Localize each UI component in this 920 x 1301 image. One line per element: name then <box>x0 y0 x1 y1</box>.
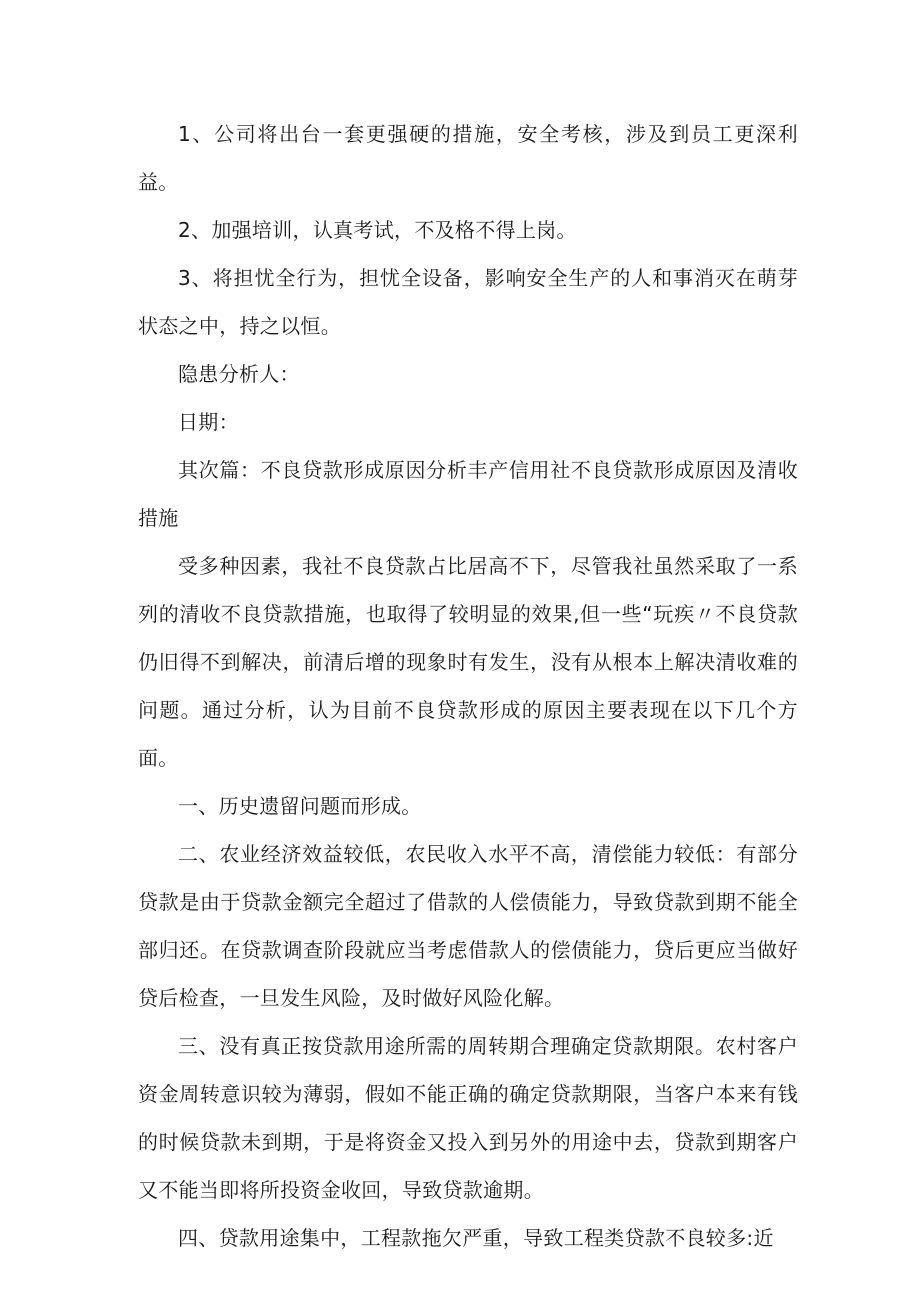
reason-four-paragraph: 四、贷款用途集中，工程款拖欠严重，导致工程类贷款不良较多:近 <box>178 1226 774 1250</box>
paragraph-item-2: 2、加强培训，认真考试，不及格不得上岗。 <box>178 218 577 242</box>
paragraph-item-1: 1、公司将出台一套更强硬的措施，安全考核，涉及到员工更深利益。 <box>138 122 798 194</box>
intro-paragraph: 受多种因素，我社不良贷款占比居高不下，尽管我社虽然采取了一系列的清收不良贷款措施，也取得了较明显的效果,但一些“玩疾〃不良贷款仍旧得不到解决，前清后增的现象时有发生，没有从根本上解决清收难的问题。通过分析，认为目前不良贷款形成的原因主要表现在以下几个方面。 <box>138 554 798 770</box>
reason-one-paragraph: 一、历史遗留问题而形成。 <box>178 794 422 818</box>
date-label: 日期： <box>178 410 239 434</box>
reason-two-paragraph: 二、农业经济效益较低，农民收入水平不高，清偿能力较低：有部分贷款是由于贷款金额完全超过了借款的人偿债能力，导致贷款到期不能全部归还。在贷款调查阶段就应当考虑借款人的偿债能力，贷后更应当做好贷后检查，一旦发生风险，及时做好风险化解。 <box>138 842 798 1010</box>
reason-three-paragraph: 三、没有真正按贷款用途所需的周转期合理确定贷款期限。农村客户资金周转意识较为薄弱，假如不能正确的确定贷款期限，当客户本来有钱的时候贷款未到期，于是将资金又投入到另外的用途中去，贷款到期客户又不能当即将所投资金收回，导致贷款逾期。 <box>138 1034 798 1202</box>
document-body <box>138 110 798 1262</box>
section-heading: 其次篇：不良贷款形成原因分析丰产信用社不良贷款形成原因及清收措施 <box>138 458 798 530</box>
paragraph-item-3: 3、将担忧全行为，担忧全设备，影响安全生产的人和事消灭在萌芽状态之中，持之以恒。 <box>138 266 798 338</box>
hazard-analyst-label: 隐患分析人： <box>178 362 300 386</box>
